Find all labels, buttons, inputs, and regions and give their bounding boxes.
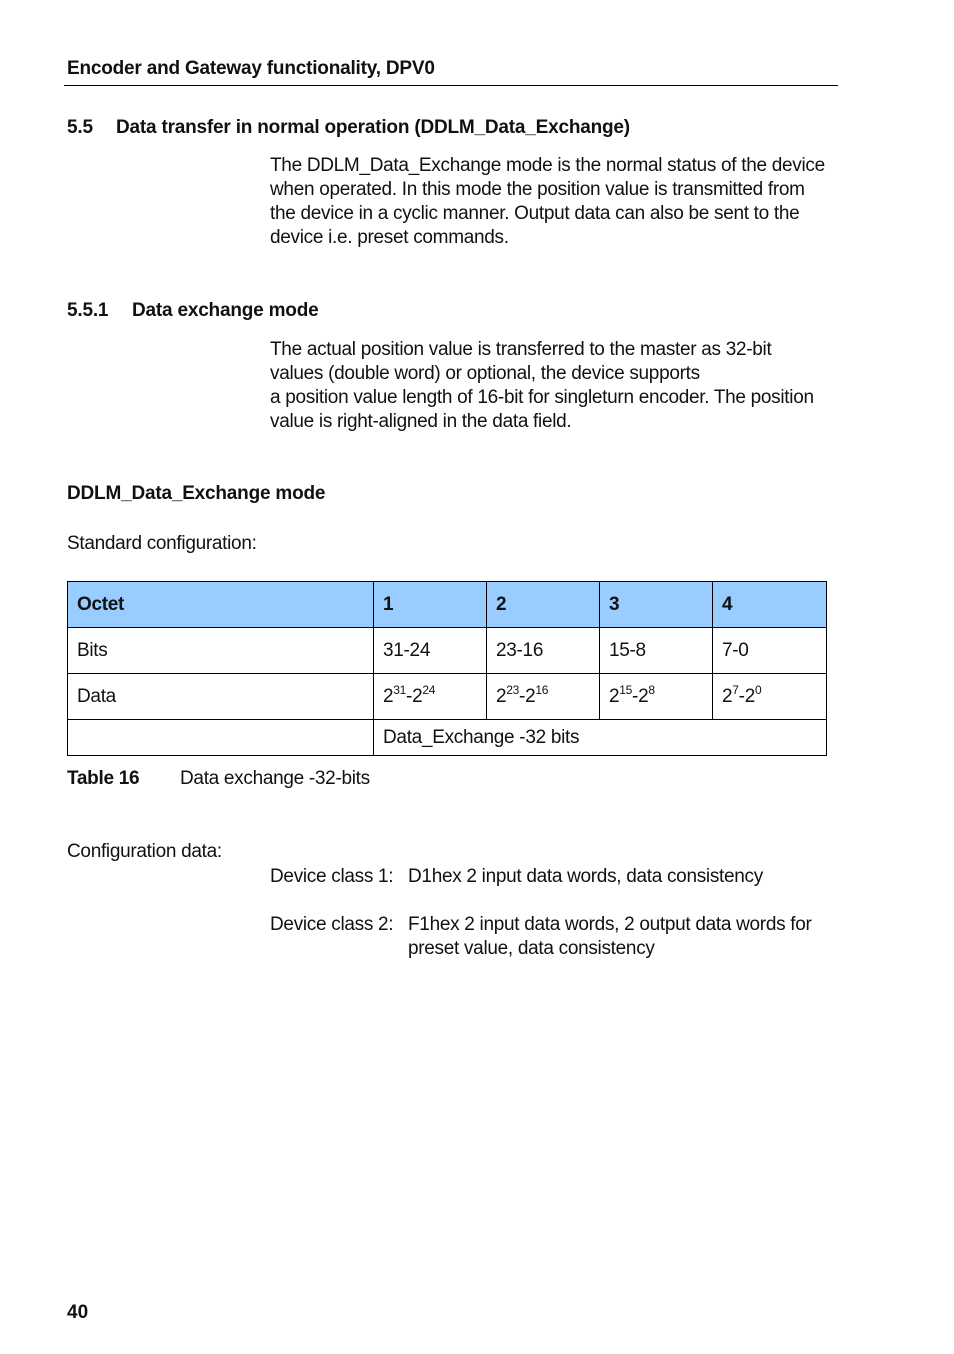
- table-header-row: [68, 582, 827, 628]
- header-cell-octet: Octet: [68, 582, 374, 628]
- section-5-5-1-paragraph: [270, 338, 815, 434]
- running-header: Encoder and Gateway functionality, DPV0: [67, 58, 435, 79]
- table-row-bits: [68, 628, 827, 674]
- paragraph-text: The DDLM_Data_Exchange mode is the normal status of the device when operated. In this mode the position value is transmitted from the device in a cyclic manner. Output data can also be sent to the device i.e. preset commands.: [270, 155, 825, 248]
- table-cell: 15-8: [600, 628, 713, 674]
- section-heading-5-5-1: [67, 300, 318, 322]
- header-cell-3: 3: [600, 582, 713, 628]
- config-item-text: D1hex 2 input data words, data consistency: [408, 866, 763, 887]
- paragraph-line: a position value length of 16-bit for singleturn encoder. The position value is right-aligned in the data field.: [270, 387, 814, 432]
- section-title: Data exchange mode: [132, 300, 319, 321]
- header-cell-1: 1: [374, 582, 487, 628]
- config-item-label: Device class 2:: [270, 914, 394, 935]
- section-title: Data transfer in normal operation (DDLM_Data_Exchange): [116, 117, 630, 138]
- octet-table: [67, 581, 827, 756]
- caption-text: Data exchange -32-bits: [180, 768, 370, 789]
- power-range-cell: $2^{23}-2^{16}$: [487, 674, 600, 720]
- table-cell: Bits: [68, 628, 374, 674]
- header-cell-4: 4: [713, 582, 827, 628]
- header-cell-2: 2: [487, 582, 600, 628]
- power-range-cell: $2^{15}-2^8$: [600, 674, 713, 720]
- table-cell: 7-0: [713, 628, 827, 674]
- ddlm-heading: DDLM_Data_Exchange mode: [67, 483, 326, 504]
- page-number: 40: [67, 1302, 89, 1323]
- paragraph-line: The actual position value is transferred to the master as 32-bit values (double word) or optional, the device supports: [270, 339, 772, 384]
- table-cell: 23-16: [487, 628, 600, 674]
- config-item-label: Device class 1:: [270, 866, 394, 887]
- header-rule: [64, 85, 838, 86]
- config-item-text: F1hex 2 input data words, 2 output data words for preset value, data consistency: [408, 914, 812, 959]
- section-5-5-paragraph: [270, 154, 830, 250]
- power-range-cell: $2^7-2^0$: [713, 674, 827, 720]
- config-item-device-class-1: [270, 865, 838, 889]
- config-item-device-class-2: [270, 913, 838, 961]
- table-cell: 31-24: [374, 628, 487, 674]
- table-caption: [67, 768, 370, 790]
- caption-label: Table 16: [67, 768, 140, 789]
- power-range-cell: $2^{31}-2^{24}$: [374, 674, 487, 720]
- table-cell-empty: [68, 720, 374, 756]
- section-number: 5.5: [67, 117, 93, 138]
- section-number: 5.5.1: [67, 300, 109, 321]
- config-label: Configuration data:: [67, 841, 222, 862]
- table-row-data: [68, 674, 827, 720]
- standard-config-label: Standard configuration:: [67, 533, 257, 554]
- section-heading-5-5: [67, 117, 630, 139]
- table-row-summary: [68, 720, 827, 756]
- table-cell-summary: Data_Exchange -32 bits: [374, 720, 827, 756]
- table-cell: Data: [68, 674, 374, 720]
